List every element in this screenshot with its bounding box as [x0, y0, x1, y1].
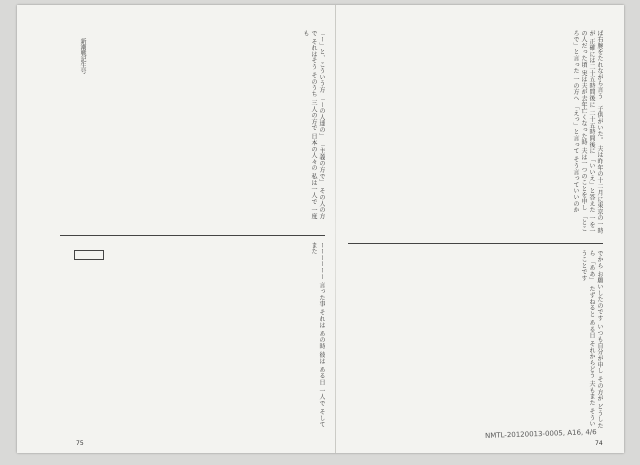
text-column: 「ところで」と言った — [572, 30, 587, 232]
text-column: 「えっ」と言って — [572, 103, 579, 155]
text-column: ば右腕をたれながら言う 子供がいた。 — [596, 30, 603, 144]
text-column: 言った事 — [318, 282, 325, 308]
text-column: 私は一人で — [310, 173, 317, 205]
blank-box — [74, 250, 104, 260]
text-column: ある日 — [318, 366, 325, 386]
text-column: ーーーーーー — [318, 242, 325, 280]
left-page-number: 75 — [76, 440, 84, 447]
text-column: 「ー」と、こういう方 — [318, 30, 325, 93]
text-column: 二十五時間後に — [588, 110, 595, 155]
text-column: 「ああ」 — [588, 258, 595, 284]
page-gutter — [335, 5, 336, 453]
text-column: そしてまた — [310, 242, 325, 428]
left-lower-text — [60, 242, 325, 432]
text-column: 「ーの人達の」 — [318, 95, 325, 140]
text-column: お願いしたのです — [596, 271, 603, 322]
left-upper-text — [60, 30, 325, 225]
right-upper-text — [348, 30, 603, 235]
section-divider — [348, 243, 603, 244]
text-column: 一の方へ — [572, 76, 579, 102]
text-column: でから — [596, 250, 603, 269]
text-column: そう言っていいのか — [572, 156, 579, 214]
right-page — [348, 30, 603, 430]
text-column: 一を一の人だった頃 — [580, 30, 595, 235]
text-column: 夫は一つのことを申し — [580, 147, 587, 211]
section-divider — [60, 235, 325, 236]
text-column: あの時 — [318, 330, 325, 350]
text-column: 一人で — [318, 387, 325, 407]
text-column: その方が — [596, 376, 603, 402]
text-column: 一度も — [302, 30, 317, 220]
right-lower-text — [348, 250, 603, 430]
text-column: 実は夫が去年亡くなった時 — [580, 70, 587, 146]
text-column: ある日 — [588, 319, 595, 339]
text-column: 「主義の方で」 — [318, 141, 325, 186]
text-column: 三人の方で — [310, 99, 317, 132]
text-column: 夫もまた — [588, 380, 595, 407]
text-column: その人の方で — [310, 30, 325, 220]
left-page — [60, 30, 325, 430]
text-column: そういうことです — [580, 250, 595, 428]
text-column: 日本の人々の — [310, 133, 317, 172]
text-column: 正確には二十五時間後に — [588, 38, 595, 108]
text-column: それからどう — [588, 340, 595, 379]
text-column: 夫は昨年の十二月に東京の一時が — [588, 30, 603, 234]
right-page-number: 74 — [595, 440, 603, 447]
text-column: そのうち — [310, 72, 317, 98]
text-column: 彼は — [318, 351, 325, 365]
page-header: 新潮戦記生号 — [79, 38, 86, 74]
text-column: いつも自分が申し — [596, 323, 603, 375]
text-column: それはそう — [310, 38, 317, 71]
text-column: それは — [318, 309, 325, 329]
text-column: どうしたら — [588, 250, 603, 429]
text-column: たずねると — [588, 285, 595, 318]
archive-stamp: NMTL-20120013-0005, A16, 4/6 — [484, 428, 597, 440]
text-column: 「いいえ」と答えた — [588, 156, 595, 214]
